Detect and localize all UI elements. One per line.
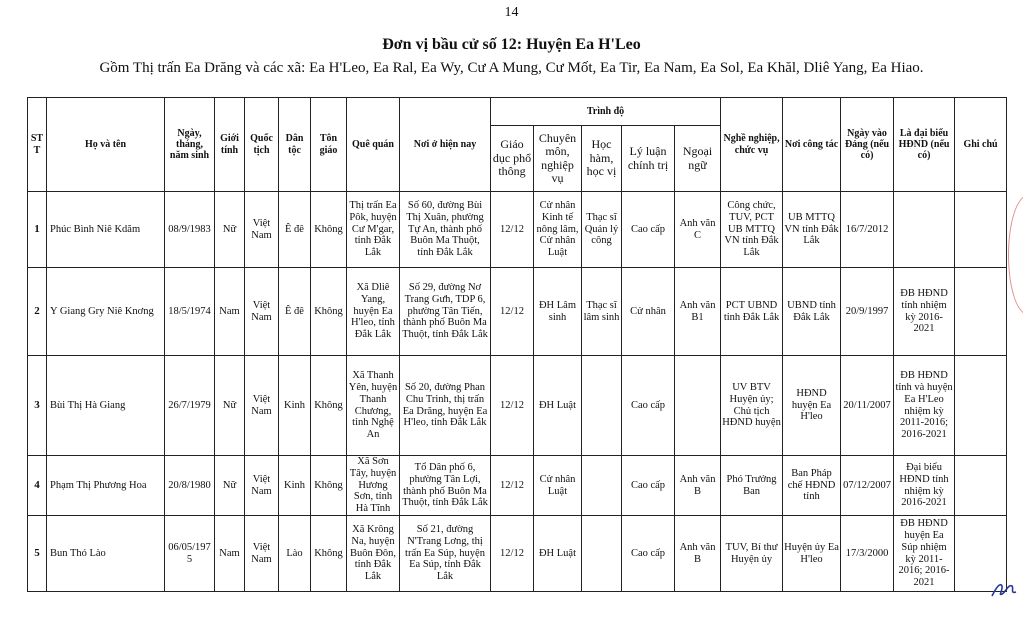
signature-mark [990,578,1018,600]
cell-general-edu: 12/12 [491,356,534,456]
table-row [28,516,1007,592]
candidate-table [27,97,1007,592]
cell-name: Y Giang Gry Niê Knơng [47,268,165,356]
header-political: Lý luận chính trị [622,126,675,192]
cell-hometown: Thị trấn Ea Pôk, huyện Cư M'gar, tỉnh Đắk Lắk [347,192,400,268]
cell-ethnicity: Lào [279,516,311,592]
cell-dob: 08/9/1983 [165,192,215,268]
cell-nationality: Việt Nam [245,356,279,456]
cell-residence: Số 20, đường Phan Chu Trinh, thị trấn Ea Drăng, huyện Ea H'leo, tỉnh Đắk Lắk [400,356,491,456]
cell-dob: 06/05/1975 [165,516,215,592]
cell-dob: 20/8/1980 [165,456,215,516]
cell-general-edu: 12/12 [491,268,534,356]
cell-dob: 26/7/1979 [165,356,215,456]
cell-occupation: PCT UBND tỉnh Đắk Lắk [721,268,783,356]
cell-hometown: Xã Krông Na, huyện Buôn Đôn, tỉnh Đắk Lắk [347,516,400,592]
cell-ethnicity: Ê đê [279,192,311,268]
cell-religion: Không [311,516,347,592]
cell-party-date: 17/3/2000 [841,516,894,592]
cell-note [955,456,1007,516]
cell-stt: 3 [28,356,47,456]
cell-language: Anh văn B [675,456,721,516]
table-row [28,192,1007,268]
cell-political: Cử nhân [622,268,675,356]
cell-political: Cao cấp [622,356,675,456]
cell-religion: Không [311,268,347,356]
cell-language: Anh văn B [675,516,721,592]
cell-general-edu: 12/12 [491,456,534,516]
cell-note [955,356,1007,456]
cell-religion: Không [311,192,347,268]
cell-gender: Nam [215,268,245,356]
cell-gender: Nữ [215,192,245,268]
header-religion: Tôn giáo [311,98,347,192]
cell-party-date: 20/9/1997 [841,268,894,356]
cell-specialty: ĐH Lâm sinh [534,268,582,356]
cell-political: Cao cấp [622,456,675,516]
header-language: Ngoại ngữ [675,126,721,192]
cell-specialty: Cử nhân Kinh tế nông lâm, Cử nhân Luật [534,192,582,268]
cell-residence: Số 21, đường N'Trang Lơng, thị trấn Ea Súp, huyện Ea Súp, tỉnh Đắk Lắk [400,516,491,592]
cell-academic [582,356,622,456]
document-title: Đơn vị bầu cử số 12: Huyện Ea H'Leo [382,36,641,53]
cell-dob: 18/5/1974 [165,268,215,356]
table-row [28,356,1007,456]
cell-academic: Thạc sĩ lâm sinh [582,268,622,356]
cell-stt: 4 [28,456,47,516]
cell-ethnicity: Kinh [279,456,311,516]
cell-political: Cao cấp [622,516,675,592]
header-residence: Nơi ở hiện nay [400,98,491,192]
cell-stt: 2 [28,268,47,356]
cell-note [955,268,1007,356]
cell-nationality: Việt Nam [245,192,279,268]
cell-workplace: HĐND huyện Ea H'leo [783,356,841,456]
cell-party-date: 20/11/2007 [841,356,894,456]
header-ethnicity: Dân tộc [279,98,311,192]
cell-name: Bun Thó Lào [47,516,165,592]
cell-delegate: ĐB HĐND huyện Ea Súp nhiệm kỳ 2011-2016; 2016-2021 [894,516,955,592]
header-dob: Ngày, tháng, năm sinh [165,98,215,192]
header-nationality: Quốc tịch [245,98,279,192]
cell-ethnicity: Kinh [279,356,311,456]
cell-religion: Không [311,456,347,516]
cell-gender: Nữ [215,456,245,516]
table-row [28,456,1007,516]
cell-specialty: ĐH Luật [534,356,582,456]
cell-workplace: UBND tỉnh Đắk Lắk [783,268,841,356]
cell-name: Phạm Thị Phương Hoa [47,456,165,516]
header-note: Ghi chú [955,98,1007,192]
cell-workplace: UB MTTQ VN tỉnh Đắk Lắk [783,192,841,268]
cell-note [955,192,1007,268]
cell-party-date: 07/12/2007 [841,456,894,516]
cell-hometown: Xã Dliê Yang, huyện Ea H'leo, tỉnh Đắk Lắk [347,268,400,356]
cell-occupation: UV BTV Huyện ủy; Chủ tịch HĐND huyện [721,356,783,456]
cell-specialty: ĐH Luật [534,516,582,592]
cell-party-date: 16/7/2012 [841,192,894,268]
cell-delegate: ĐB HĐND tỉnh nhiệm kỳ 2016-2021 [894,268,955,356]
header-name: Họ và tên [47,98,165,192]
page-number: 14 [504,5,519,20]
cell-general-edu: 12/12 [491,516,534,592]
header-gender: Giới tính [215,98,245,192]
cell-residence: Số 29, đường Nơ Trang Gưh, TDP 6, phường Tân Tiến, thành phố Buôn Ma Thuột, tỉnh Đắk Lắk [400,268,491,356]
header-hometown: Quê quán [347,98,400,192]
document-subtitle: Gồm Thị trấn Ea Drăng và các xã: Ea H'Leo, Ea Ral, Ea Wy, Cư A Mung, Cư Mốt, Ea Tir, Ea Nam, Ea Sol, Ea Khăl, Dliê Yang, Ea Hiao. [99,60,924,76]
cell-workplace: Huyện ủy Ea H'leo [783,516,841,592]
header-stt: STT [28,98,47,192]
header-delegate: Là đại biểu HĐND (nếu có) [894,98,955,192]
cell-hometown: Xã Thanh Yên, huyện Thanh Chương, tỉnh Nghệ An [347,356,400,456]
header-education-group: Trình độ [491,98,721,126]
cell-ethnicity: Ê đê [279,268,311,356]
cell-nationality: Việt Nam [245,268,279,356]
cell-general-edu: 12/12 [491,192,534,268]
header-general-edu: Giáo dục phổ thông [491,126,534,192]
header-party-date: Ngày vào Đảng (nếu có) [841,98,894,192]
header-row-top [28,98,1007,126]
header-occupation: Nghề nghiệp, chức vụ [721,98,783,192]
cell-workplace: Ban Pháp chế HĐND tỉnh [783,456,841,516]
header-workplace: Nơi công tác [783,98,841,192]
cell-name: Phúc Bình Niê Kdăm [47,192,165,268]
cell-residence: Số 60, đường Bùi Thị Xuân, phường Tự An, thành phố Buôn Ma Thuột, tỉnh Đắk Lắk [400,192,491,268]
cell-language: Anh văn C [675,192,721,268]
cell-occupation: TUV, Bí thư Huyện ủy [721,516,783,592]
cell-academic [582,516,622,592]
cell-nationality: Việt Nam [245,456,279,516]
cell-residence: Tổ Dân phố 6, phường Tân Lợi, thành phố Buôn Ma Thuột, tỉnh Đắk Lắk [400,456,491,516]
cell-delegate [894,192,955,268]
cell-delegate: Đại biểu HĐND tỉnh nhiệm kỳ 2016-2021 [894,456,955,516]
cell-occupation: Phó Trưởng Ban [721,456,783,516]
cell-gender: Nữ [215,356,245,456]
cell-occupation: Công chức, TUV, PCT UB MTTQ VN tỉnh Đắk Lắk [721,192,783,268]
cell-language: Anh văn B1 [675,268,721,356]
cell-academic: Thạc sĩ Quản lý công [582,192,622,268]
cell-stt: 5 [28,516,47,592]
cell-delegate: ĐB HĐND tỉnh và huyện Ea H'Leo nhiệm kỳ 2011-2016; 2016-2021 [894,356,955,456]
table-row [28,268,1007,356]
cell-religion: Không [311,356,347,456]
cell-name: Bùi Thị Hà Giang [47,356,165,456]
header-academic: Học hàm, học vị [582,126,622,192]
cell-specialty: Cử nhân Luật [534,456,582,516]
cell-stt: 1 [28,192,47,268]
cell-academic [582,456,622,516]
cell-gender: Nam [215,516,245,592]
header-specialty: Chuyên môn, nghiệp vụ [534,126,582,192]
cell-political: Cao cấp [622,192,675,268]
cell-language [675,356,721,456]
cell-nationality: Việt Nam [245,516,279,592]
cell-hometown: Xã Sơn Tây, huyện Hương Sơn, tỉnh Hà Tĩnh [347,456,400,516]
red-stamp-edge [1008,195,1023,315]
